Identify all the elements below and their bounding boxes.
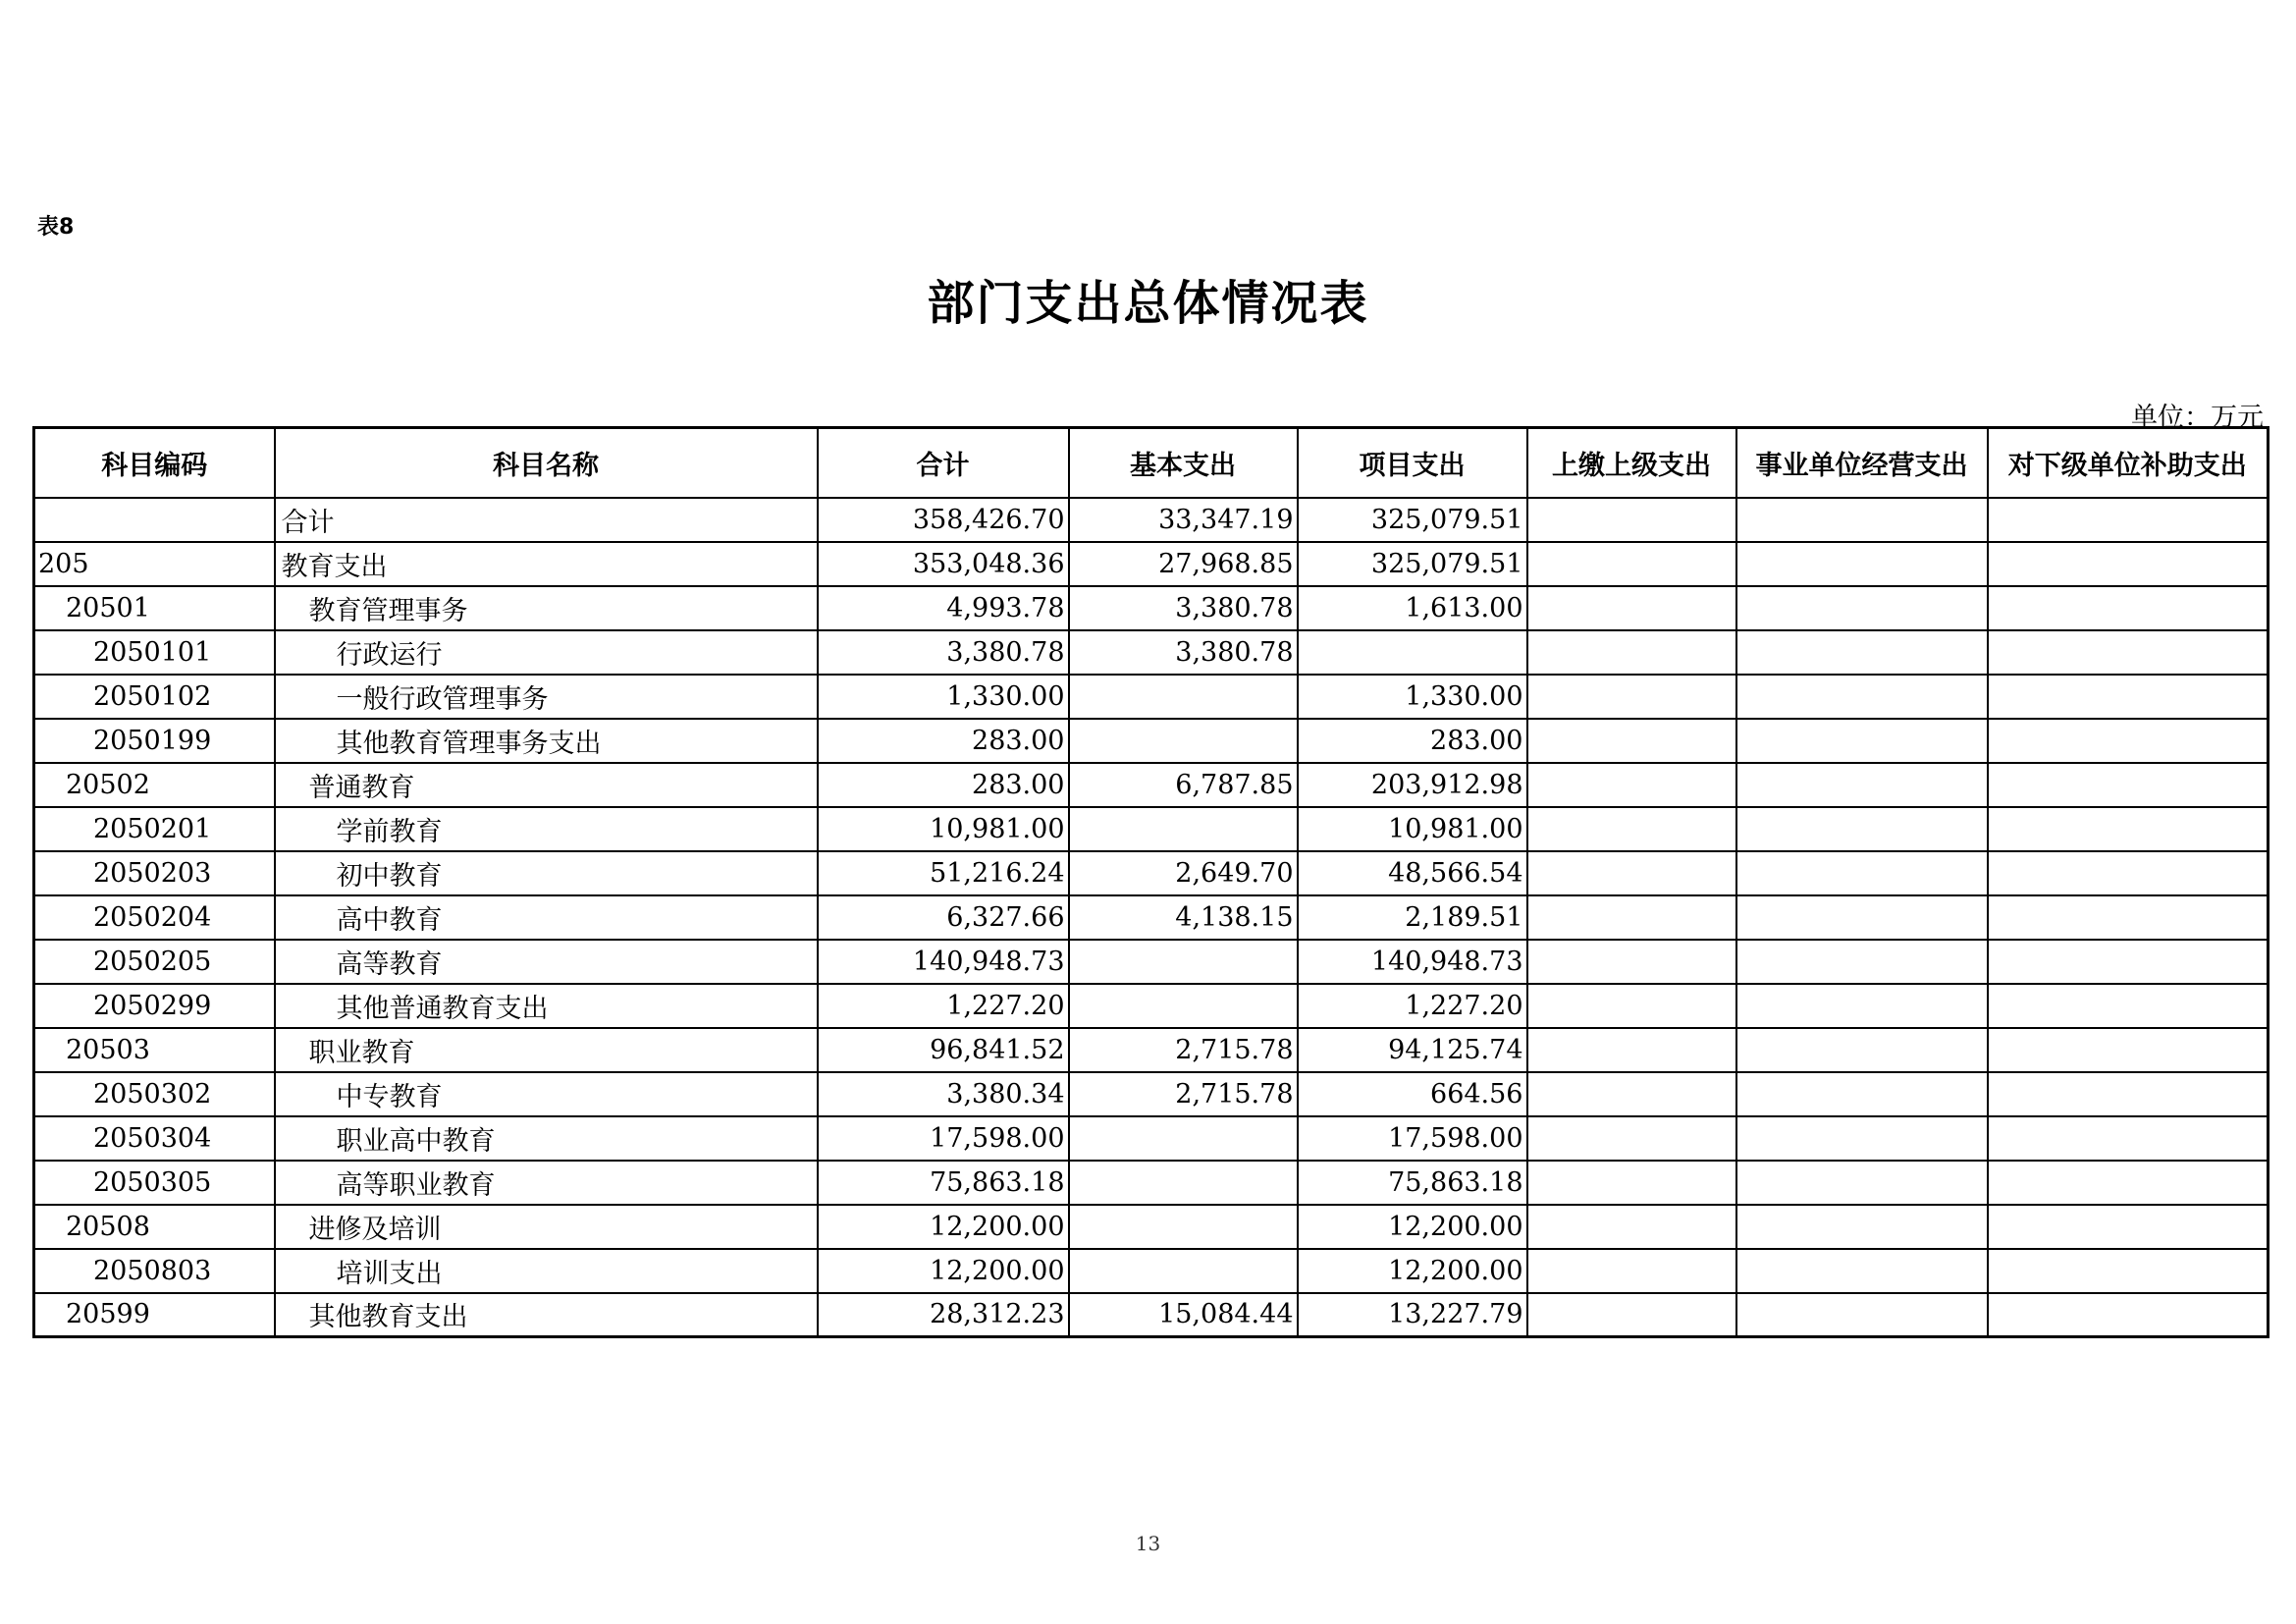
- cell-business: [1736, 542, 1988, 586]
- cell-business: [1736, 586, 1988, 630]
- column-header-business: 事业单位经营支出: [1736, 428, 1988, 498]
- cell-basic: 4,138.15: [1069, 895, 1298, 940]
- cell-total: 3,380.78: [818, 630, 1069, 675]
- cell-upper: [1527, 498, 1736, 542]
- cell-basic: 15,084.44: [1069, 1293, 1298, 1337]
- column-header-name: 科目名称: [275, 428, 818, 498]
- cell-basic: 27,968.85: [1069, 542, 1298, 586]
- cell-code: 20508: [34, 1205, 275, 1249]
- cell-basic: [1069, 1116, 1298, 1161]
- cell-total: 4,993.78: [818, 586, 1069, 630]
- cell-project: 13,227.79: [1298, 1293, 1527, 1337]
- cell-project: 140,948.73: [1298, 940, 1527, 984]
- cell-business: [1736, 630, 1988, 675]
- table-body: [34, 498, 2269, 1337]
- cell-total: 283.00: [818, 719, 1069, 763]
- table-row: [34, 1249, 2269, 1293]
- column-header-basic: 基本支出: [1069, 428, 1298, 498]
- page-number: 13: [1135, 1532, 1161, 1555]
- cell-business: [1736, 675, 1988, 719]
- cell-basic: [1069, 675, 1298, 719]
- cell-business: [1736, 1249, 1988, 1293]
- cell-basic: 3,380.78: [1069, 586, 1298, 630]
- cell-total: 1,227.20: [818, 984, 1069, 1028]
- cell-upper: [1527, 1072, 1736, 1116]
- table-id-label: 表8: [37, 215, 75, 240]
- cell-total: 12,200.00: [818, 1249, 1069, 1293]
- cell-upper: [1527, 1205, 1736, 1249]
- cell-basic: [1069, 940, 1298, 984]
- cell-subsidy: [1988, 1161, 2269, 1205]
- expense-table: [32, 426, 2269, 1338]
- cell-code: 20503: [34, 1028, 275, 1072]
- cell-project: [1298, 630, 1527, 675]
- cell-subsidy: [1988, 542, 2269, 586]
- cell-upper: [1527, 1116, 1736, 1161]
- cell-total: 51,216.24: [818, 851, 1069, 895]
- cell-name: 高等职业教育: [275, 1161, 818, 1205]
- cell-basic: [1069, 1161, 1298, 1205]
- cell-basic: [1069, 984, 1298, 1028]
- cell-code: 2050205: [34, 940, 275, 984]
- cell-business: [1736, 763, 1988, 807]
- cell-basic: [1069, 1249, 1298, 1293]
- cell-name: 教育管理事务: [275, 586, 818, 630]
- cell-project: 1,330.00: [1298, 675, 1527, 719]
- table-row: [34, 1116, 2269, 1161]
- cell-total: 96,841.52: [818, 1028, 1069, 1072]
- cell-name: 职业教育: [275, 1028, 818, 1072]
- cell-business: [1736, 719, 1988, 763]
- cell-business: [1736, 1072, 1988, 1116]
- cell-subsidy: [1988, 940, 2269, 984]
- cell-code: 2050199: [34, 719, 275, 763]
- cell-code: 20599: [34, 1293, 275, 1337]
- cell-basic: 2,715.78: [1069, 1072, 1298, 1116]
- cell-code: 2050204: [34, 895, 275, 940]
- column-header-code: 科目编码: [34, 428, 275, 498]
- cell-business: [1736, 984, 1988, 1028]
- cell-total: 75,863.18: [818, 1161, 1069, 1205]
- cell-name: 行政运行: [275, 630, 818, 675]
- cell-upper: [1527, 675, 1736, 719]
- cell-name: 合计: [275, 498, 818, 542]
- cell-code: 2050201: [34, 807, 275, 851]
- cell-upper: [1527, 984, 1736, 1028]
- cell-total: 12,200.00: [818, 1205, 1069, 1249]
- cell-project: 325,079.51: [1298, 498, 1527, 542]
- table-row: [34, 940, 2269, 984]
- cell-subsidy: [1988, 719, 2269, 763]
- table-row: [34, 542, 2269, 586]
- cell-upper: [1527, 1249, 1736, 1293]
- cell-project: 1,227.20: [1298, 984, 1527, 1028]
- cell-total: 1,330.00: [818, 675, 1069, 719]
- cell-name: 职业高中教育: [275, 1116, 818, 1161]
- cell-subsidy: [1988, 1028, 2269, 1072]
- cell-project: 48,566.54: [1298, 851, 1527, 895]
- cell-business: [1736, 895, 1988, 940]
- cell-basic: 33,347.19: [1069, 498, 1298, 542]
- column-header-total: 合计: [818, 428, 1069, 498]
- cell-upper: [1527, 895, 1736, 940]
- cell-total: 3,380.34: [818, 1072, 1069, 1116]
- cell-subsidy: [1988, 1205, 2269, 1249]
- cell-upper: [1527, 940, 1736, 984]
- cell-code: 2050305: [34, 1161, 275, 1205]
- table-row: [34, 586, 2269, 630]
- cell-basic: 3,380.78: [1069, 630, 1298, 675]
- column-header-subsidy: 对下级单位补助支出: [1988, 428, 2269, 498]
- table-row: [34, 498, 2269, 542]
- cell-subsidy: [1988, 630, 2269, 675]
- cell-name: 培训支出: [275, 1249, 818, 1293]
- cell-code: 2050101: [34, 630, 275, 675]
- cell-code: 2050299: [34, 984, 275, 1028]
- column-header-project: 项目支出: [1298, 428, 1527, 498]
- cell-name: 进修及培训: [275, 1205, 818, 1249]
- cell-code: 2050302: [34, 1072, 275, 1116]
- cell-code: 20502: [34, 763, 275, 807]
- cell-project: 75,863.18: [1298, 1161, 1527, 1205]
- table-row: [34, 895, 2269, 940]
- cell-subsidy: [1988, 851, 2269, 895]
- cell-name: 高等教育: [275, 940, 818, 984]
- cell-name: 一般行政管理事务: [275, 675, 818, 719]
- cell-upper: [1527, 851, 1736, 895]
- cell-upper: [1527, 719, 1736, 763]
- cell-total: 283.00: [818, 763, 1069, 807]
- cell-project: 17,598.00: [1298, 1116, 1527, 1161]
- cell-name: 其他普通教育支出: [275, 984, 818, 1028]
- cell-total: 358,426.70: [818, 498, 1069, 542]
- cell-subsidy: [1988, 763, 2269, 807]
- cell-name: 普通教育: [275, 763, 818, 807]
- cell-name: 其他教育支出: [275, 1293, 818, 1337]
- cell-name: 教育支出: [275, 542, 818, 586]
- cell-project: 94,125.74: [1298, 1028, 1527, 1072]
- cell-basic: [1069, 807, 1298, 851]
- table-row: [34, 1028, 2269, 1072]
- cell-total: 28,312.23: [818, 1293, 1069, 1337]
- cell-code: 2050803: [34, 1249, 275, 1293]
- cell-total: 353,048.36: [818, 542, 1069, 586]
- cell-business: [1736, 940, 1988, 984]
- column-header-upper: 上缴上级支出: [1527, 428, 1736, 498]
- cell-upper: [1527, 630, 1736, 675]
- cell-subsidy: [1988, 895, 2269, 940]
- cell-project: 10,981.00: [1298, 807, 1527, 851]
- cell-total: 10,981.00: [818, 807, 1069, 851]
- cell-total: 6,327.66: [818, 895, 1069, 940]
- cell-subsidy: [1988, 675, 2269, 719]
- cell-total: 17,598.00: [818, 1116, 1069, 1161]
- unit-label: 单位：万元: [2131, 403, 2264, 433]
- cell-subsidy: [1988, 586, 2269, 630]
- table-row: [34, 851, 2269, 895]
- cell-business: [1736, 1161, 1988, 1205]
- cell-upper: [1527, 542, 1736, 586]
- cell-name: 其他教育管理事务支出: [275, 719, 818, 763]
- table-row: [34, 1161, 2269, 1205]
- cell-subsidy: [1988, 1072, 2269, 1116]
- cell-project: 2,189.51: [1298, 895, 1527, 940]
- cell-project: 12,200.00: [1298, 1205, 1527, 1249]
- table-header-row: [34, 428, 2269, 498]
- table-row: [34, 807, 2269, 851]
- cell-subsidy: [1988, 498, 2269, 542]
- cell-business: [1736, 1293, 1988, 1337]
- page-title: 部门支出总体情况表: [927, 276, 1369, 331]
- table-row: [34, 1072, 2269, 1116]
- cell-total: 140,948.73: [818, 940, 1069, 984]
- cell-code: 2050304: [34, 1116, 275, 1161]
- cell-code: [34, 498, 275, 542]
- cell-name: 中专教育: [275, 1072, 818, 1116]
- cell-project: 12,200.00: [1298, 1249, 1527, 1293]
- cell-business: [1736, 807, 1988, 851]
- cell-subsidy: [1988, 1116, 2269, 1161]
- cell-code: 205: [34, 542, 275, 586]
- cell-business: [1736, 1205, 1988, 1249]
- table-row: [34, 719, 2269, 763]
- cell-business: [1736, 1028, 1988, 1072]
- table-row: [34, 763, 2269, 807]
- cell-project: 203,912.98: [1298, 763, 1527, 807]
- cell-basic: 2,715.78: [1069, 1028, 1298, 1072]
- cell-basic: [1069, 719, 1298, 763]
- cell-upper: [1527, 807, 1736, 851]
- cell-subsidy: [1988, 807, 2269, 851]
- cell-name: 高中教育: [275, 895, 818, 940]
- cell-basic: 6,787.85: [1069, 763, 1298, 807]
- cell-code: 2050203: [34, 851, 275, 895]
- table-row: [34, 984, 2269, 1028]
- cell-project: 325,079.51: [1298, 542, 1527, 586]
- cell-business: [1736, 498, 1988, 542]
- cell-name: 学前教育: [275, 807, 818, 851]
- table-row: [34, 1205, 2269, 1249]
- table-row: [34, 675, 2269, 719]
- cell-project: 1,613.00: [1298, 586, 1527, 630]
- cell-project: 283.00: [1298, 719, 1527, 763]
- cell-name: 初中教育: [275, 851, 818, 895]
- table-row: [34, 1293, 2269, 1337]
- cell-basic: [1069, 1205, 1298, 1249]
- cell-basic: 2,649.70: [1069, 851, 1298, 895]
- cell-upper: [1527, 1028, 1736, 1072]
- cell-upper: [1527, 1293, 1736, 1337]
- cell-project: 664.56: [1298, 1072, 1527, 1116]
- cell-business: [1736, 851, 1988, 895]
- cell-code: 2050102: [34, 675, 275, 719]
- cell-subsidy: [1988, 984, 2269, 1028]
- cell-subsidy: [1988, 1249, 2269, 1293]
- cell-business: [1736, 1116, 1988, 1161]
- table-row: [34, 630, 2269, 675]
- cell-upper: [1527, 586, 1736, 630]
- cell-subsidy: [1988, 1293, 2269, 1337]
- cell-upper: [1527, 1161, 1736, 1205]
- cell-upper: [1527, 763, 1736, 807]
- cell-code: 20501: [34, 586, 275, 630]
